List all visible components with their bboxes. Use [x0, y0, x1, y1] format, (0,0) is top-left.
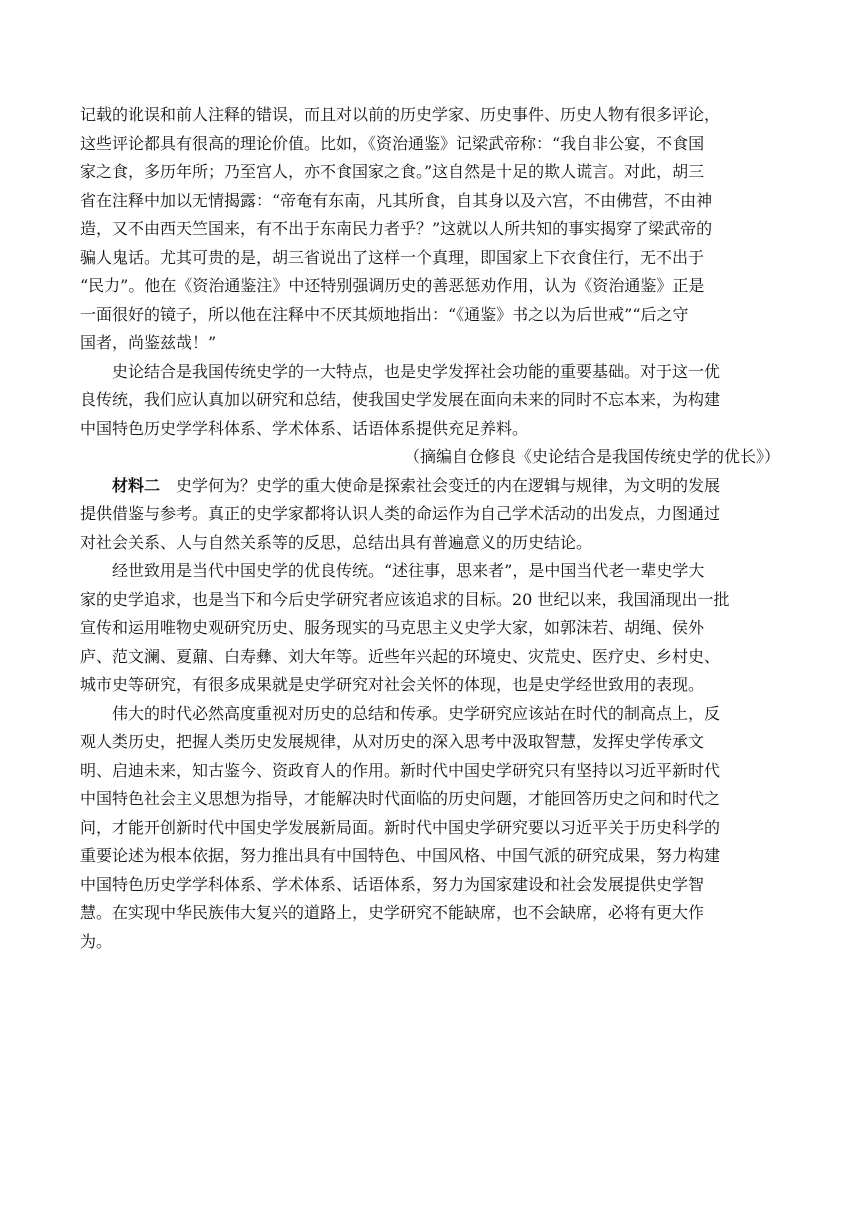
text-line: 良传统，我们应认真加以研究和总结，使我国史学发展在面向未来的同时不忘本来，为构建 — [80, 390, 721, 409]
material-two — [80, 472, 780, 558]
text-line: 造，又不由西天竺国来，有不出于东南民力者乎？”这就以人所共知的事实揭穿了梁武帝的 — [80, 219, 713, 238]
text-line: 中国特色历史学学科体系、学术体系、话语体系，努力为国家建设和社会发展提供史学智 — [80, 874, 705, 894]
citation-line: （摘编自仓修良《史论结合是我国传统史学的优长》） — [403, 447, 780, 466]
paragraph-1 — [80, 101, 780, 358]
text-line: 经世致用是当代中国史学的优良传统。“述往事，思来者”，是中国当代老一辈史学大 — [112, 561, 705, 580]
text-line: 问，才能开创新时代中国史学发展新局面。新时代中国史学研究要以习近平关于历史科学的 — [80, 817, 721, 837]
text-line: 家的史学追求，也是当下和今后史学研究者应该追求的目标。20 世纪以来，我国涌现出一批 — [80, 589, 730, 609]
text-line: 观人类历史，把握人类历史发展规律，从对历史的深入思考中汲取智慧，发挥史学传承文 — [80, 732, 705, 751]
text-line: 庐、范文澜、夏鼐、白寿彝、刘大年等。近些年兴起的环境史、灾荒史、医疗史、乡村史、 — [80, 646, 721, 666]
text-line: 慧。在实现中华民族伟大复兴的道路上，史学研究不能缺席，也不会缺席，必将有更大作 — [80, 903, 705, 922]
document-body — [80, 101, 780, 956]
text-line: 中国特色历史学学科体系、学术体系、话语体系提供充足养料。 — [80, 418, 529, 438]
text-line: 明、启迪未来，知古鉴今、资政育人的作用。新时代中国史学研究只有坚持以习近平新时代 — [80, 760, 721, 780]
text-line: 宣传和运用唯物史观研究历史、服务现实的马克思主义史学大家，如郭沫若、胡绳、侯外 — [80, 618, 705, 637]
text-line: 省在注释中加以无情揭露：“帝奄有东南，凡其所食，自其身以及六宫，不由佛营，不由神 — [80, 190, 713, 210]
text-line: 重要论述为根本依据，努力推出具有中国特色、中国风格、中国气派的研究成果，努力构建 — [80, 846, 721, 865]
material-label: 材料二 — [112, 475, 161, 495]
source-citation — [80, 443, 780, 472]
text-line: 这些评论都具有很高的理论价值。比如，《资治通鉴》记梁武帝称：“我自非公宴，不食国 — [80, 133, 705, 153]
text-line: 城市史等研究，有很多成果就是史学研究对社会关怀的体现，也是史学经世致用的表现。 — [80, 675, 705, 694]
text-line: 国者，尚鉴兹哉！” — [80, 333, 217, 352]
text-line: 家之食，多历年所；乃至宫人，亦不食国家之食。”这自然是十足的欺人谎言。对此，胡三 — [80, 162, 705, 181]
text-line-content: 史学何为？史学的重大使命是探索社会变迁的内在逻辑与规律，为文明的发展 — [176, 475, 721, 495]
text-line — [80, 472, 780, 501]
paragraph-2 — [80, 358, 780, 444]
text-line: 为。 — [80, 931, 113, 951]
text-line: 对社会关系、人与自然关系等的反思，总结出具有普遍意义的历史结论。 — [80, 532, 593, 552]
paragraph-5 — [80, 700, 780, 957]
text-line: “民力”。他在《资治通鉴注》中还特别强调历史的善恶惩劝作用，认为《资治通鉴》正是 — [80, 276, 705, 295]
text-line: 史论结合是我国传统史学的一大特点，也是史学发挥社会功能的重要基础。对于这一优 — [112, 361, 721, 381]
text-line: 中国特色社会主义思想为指导，才能解决时代面临的历史问题，才能回答历史之问和时代之 — [80, 789, 721, 808]
paragraph-4 — [80, 557, 780, 700]
text-line: 一面很好的镜子，所以他在注释中不厌其烦地指出：“《通鉴》书之以为后世戒”“后之守 — [80, 304, 689, 324]
text-line: 记载的讹误和前人注释的错误，而且对以前的历史学家、历史事件、历史人物有很多评论， — [80, 105, 721, 124]
text-line: 伟大的时代必然高度重视对历史的总结和传承。史学研究应该站在时代的制高点上，反 — [112, 703, 721, 723]
text-line: 提供借鉴与参考。真正的史学家都将认识人类的命运作为自己学术活动的出发点，力图通过 — [80, 504, 721, 523]
text-line: 骗人鬼话。尤其可贵的是，胡三省说出了这样一个真理，即国家上下衣食住行，无不出于 — [80, 247, 705, 267]
